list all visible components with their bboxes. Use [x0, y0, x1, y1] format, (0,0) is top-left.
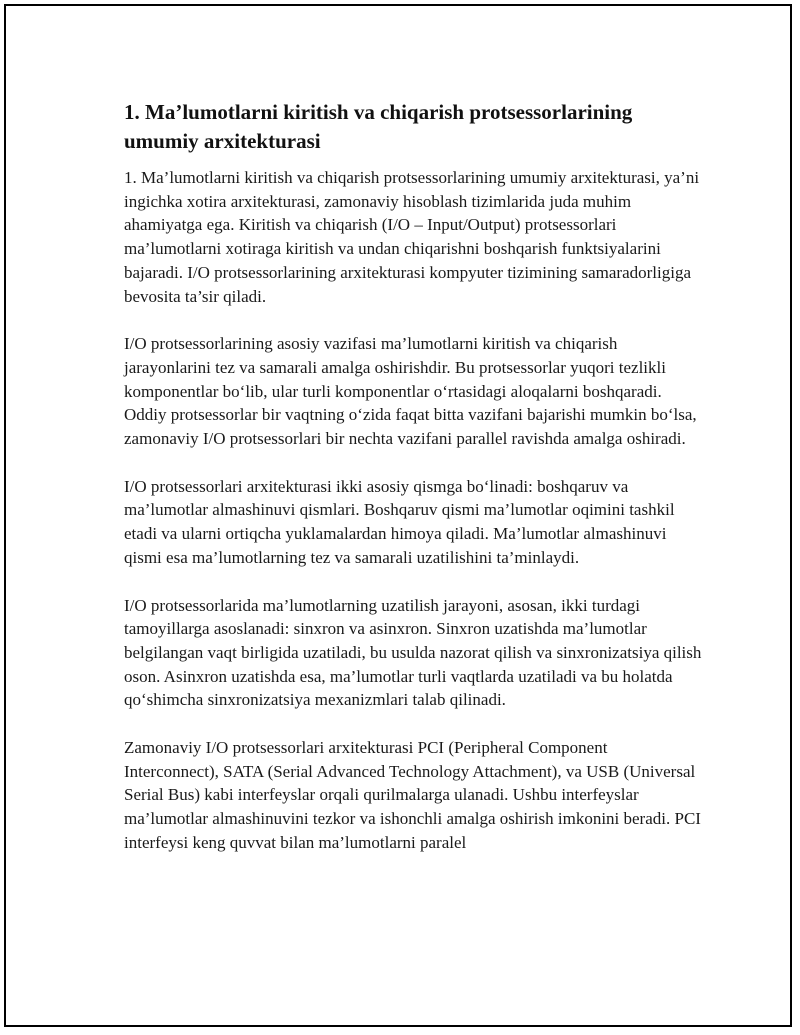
document-body [124, 98, 704, 879]
section-heading: 1. Ma’lumotlarni kiritish va chiqarish protsessorlarining umumiy arxitekturasi [124, 100, 633, 153]
paragraph-4: I/O protsessorlarida ma’lumotlarning uzatilish jarayoni, asosan, ikki turdagi tamoyillarga asoslanadi: sinxron va asinxron. Sinxron uzatishda ma’lumotlar belgilangan vaqt birligida uzatiladi, bu usulda nazorat qilish va sinxronizatsiya qilish oson. Asinxron uzatishda esa, ma’lumotlar turli vaqtlarda uzatiladi va bu holatda qo‘shimcha sinxronizatsiya mexanizmlari talab qilinadi. [124, 595, 702, 710]
paragraph-2: I/O protsessorlarining asosiy vazifasi ma’lumotlarni kiritish va chiqarish jarayonlarini tez va samarali amalga oshirishdir. Bu protsessorlar yuqori tezlikli komponentlar bo‘lib, ular turli komponentlar o‘rtasidagi aloqalarni boshqaradi. Oddiy protsessorlar bir vaqtning o‘zida faqat bitta vazifani bajarishi mumkin bo‘lsa, zamonaviy I/O protsessorlari bir nechta vazifani parallel ravishda amalga oshiradi. [124, 334, 697, 449]
page-frame [4, 4, 792, 1027]
paragraph-1: 1. Ma’lumotlarni kiritish va chiqarish protsessorlarining umumiy arxitekturasi, ya’ni ingichka xotira arxitekturasi, zamonaviy hisoblash tizimlarida juda muhim ahamiyatga ega. Kiritish va chiqarish (I/O – Input/Output) protsessorlari ma’lumotlarni xotiraga kiritish va undan chiqarishni boshqarish funktsiyalarini bajaradi. I/O protsessorlarining arxitekturasi kompyuter tizimining samaradorligiga bevosita ta’sir qiladi. [124, 168, 700, 306]
paragraph-3: I/O protsessorlari arxitekturasi ikki asosiy qismga bo‘linadi: boshqaruv va ma’lumotlar almashinuvi qismlari. Boshqaruv qismi ma’lumotlar oqimini tashkil etadi va ularni ortiqcha yuklamalardan himoya qiladi. Ma’lumotlar almashinuvi qismi esa ma’lumotlarning tez va samarali uzatilishini ta’minlaydi. [124, 476, 675, 567]
paragraph-5: Zamonaviy I/O protsessorlari arxitekturasi PCI (Peripheral Component Interconnect), SATA (Serial Advanced Technology Attachment), va USB (Universal Serial Bus) kabi interfeyslar orqali qurilmalarga ulanadi. Ushbu interfeyslar ma’lumotlar almashinuvini tezkor va ishonchli amalga oshirish imkonini beradi. PCI interfeysi keng quvvat bilan ma’lumotlarni paralel [124, 738, 701, 852]
